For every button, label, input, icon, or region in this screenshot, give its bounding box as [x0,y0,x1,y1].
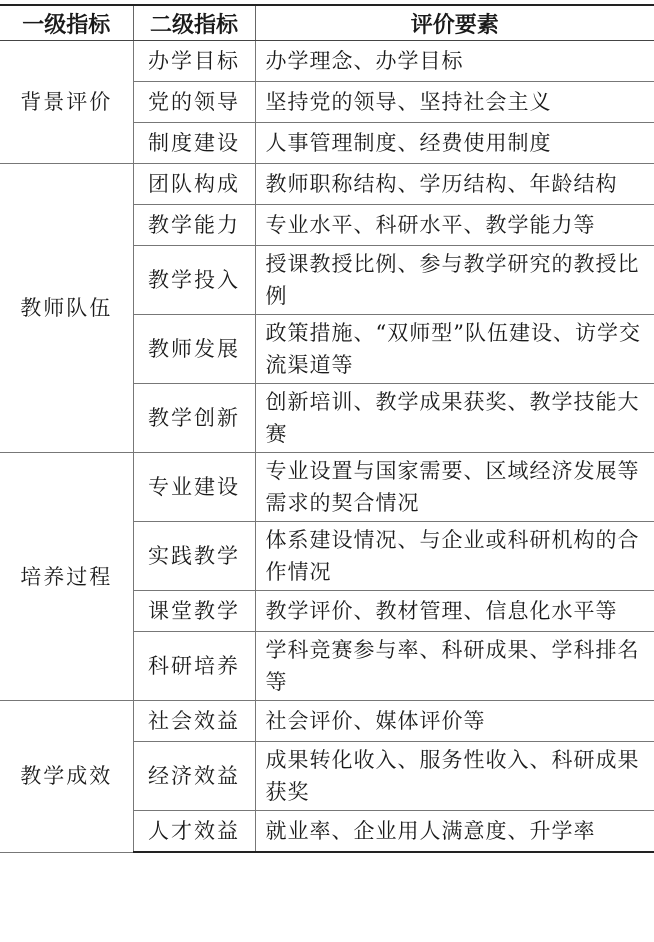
level2-cell: 科研培养 [133,632,255,701]
level2-cell: 经济效益 [133,742,255,811]
factor-cell: 教师职称结构、学历结构、年龄结构 [255,164,654,205]
table-row [0,164,654,205]
factor-cell: 坚持党的领导、坚持社会主义 [255,82,654,123]
table-header-row [0,5,654,41]
evaluation-index-table [0,4,654,853]
factor-cell: 体系建设情况、与企业或科研机构的合作情况 [255,522,654,591]
level2-cell: 人才效益 [133,811,255,853]
level1-cell: 教学成效 [0,701,133,853]
factor-cell: 政策措施、“双师型”队伍建设、访学交流渠道等 [255,315,654,384]
level2-cell: 专业建设 [133,453,255,522]
factor-cell: 专业水平、科研水平、教学能力等 [255,205,654,246]
level2-cell: 教学投入 [133,246,255,315]
level1-cell: 教师队伍 [0,164,133,453]
factor-cell: 授课教授比例、参与教学研究的教授比例 [255,246,654,315]
header-factors: 评价要素 [255,5,654,41]
level2-cell: 课堂教学 [133,591,255,632]
header-level2: 二级指标 [133,5,255,41]
level2-cell: 教学创新 [133,384,255,453]
factor-cell: 就业率、企业用人满意度、升学率 [255,811,654,853]
level2-cell: 制度建设 [133,123,255,164]
header-level1: 一级指标 [0,5,133,41]
factor-cell: 办学理念、办学目标 [255,41,654,82]
level1-cell: 背景评价 [0,41,133,164]
factor-cell: 社会评价、媒体评价等 [255,701,654,742]
factor-cell: 成果转化收入、服务性收入、科研成果获奖 [255,742,654,811]
table-row [0,453,654,522]
factor-cell: 专业设置与国家需要、区域经济发展等需求的契合情况 [255,453,654,522]
level2-cell: 教学能力 [133,205,255,246]
table-row [0,701,654,742]
level2-cell: 党的领导 [133,82,255,123]
level1-cell: 培养过程 [0,453,133,701]
table-row [0,41,654,82]
factor-cell: 学科竞赛参与率、科研成果、学科排名等 [255,632,654,701]
factor-cell: 创新培训、教学成果获奖、教学技能大赛 [255,384,654,453]
factor-cell: 人事管理制度、经费使用制度 [255,123,654,164]
level2-cell: 社会效益 [133,701,255,742]
level2-cell: 教师发展 [133,315,255,384]
level2-cell: 团队构成 [133,164,255,205]
level2-cell: 实践教学 [133,522,255,591]
factor-cell: 教学评价、教材管理、信息化水平等 [255,591,654,632]
level2-cell: 办学目标 [133,41,255,82]
